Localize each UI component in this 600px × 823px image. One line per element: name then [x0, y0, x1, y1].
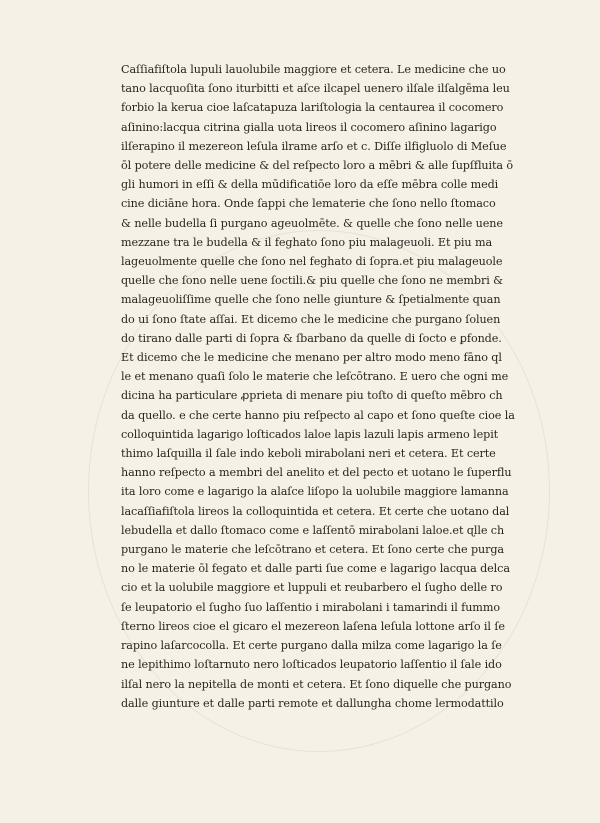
text-line: le et menano quaſi ſolo le materie che leſcōtrano. E uero che ogni me: [121, 370, 509, 384]
text-line: tano lacquoſita ſono iturbitti et aſce ilcapel uenero ilſale ilſalgēma leu: [121, 82, 510, 96]
text-line: no le materie ōl fegato et dalle parti ſue come e lagarigo lacqua delca: [121, 562, 510, 576]
text-line: ſe leupatorio el ſugho ſuo laſſentio i mirabolani i tamarindi il fummo: [121, 600, 500, 614]
text-line: do tirano dalle parti di ſopra & ſbarbano da quelle di ſocto e ꝑfonde.: [121, 331, 502, 345]
text-line: cine diciāne hora. Onde ſappi che lematerie che ſono nello ſtomaco: [121, 197, 496, 211]
text-line: gli humori in eſſi & della mūdificatiōe loro da eſſe mēbra colle medi: [121, 178, 499, 192]
text-line: Caſſiafiſtola lupuli lauolubile maggiore et cetera. Le medicine che uo: [121, 63, 506, 76]
text-line: ilſal nero la nepitella de monti et cetera. Et ſono diquelle che purgano: [121, 677, 512, 691]
text-line: dalle giunture et dalle parti remote et dallungha chome lermodattilo: [121, 696, 504, 710]
text-line: lageuolmente quelle che ſono nel feghato di ſopra.et piu malageuole: [121, 255, 503, 269]
text-line: aſinino:lacqua citrina gialla uota lireos il cocomero aſinino lagarigo: [121, 120, 497, 134]
text-line: hanno reſpecto a membri del anelito et del pecto et uotano le ſuperflu: [121, 466, 512, 480]
text-line: da quello. e che certe hanno piu reſpecto al capo et ſono queſte cioe la: [121, 408, 515, 422]
text-line: rapino laſarcocolla. Et certe purgano dalla milza come lagarigo la ſe: [121, 639, 502, 653]
text-line: dicina ha particulare ꝓprieta di menare piu toſto di queſto mēbro ch: [121, 389, 503, 403]
text-line: & nelle budella ſi purgano ageuolmēte. & quelle che ſono nelle uene: [121, 216, 503, 230]
text-line: Et dicemo che le medicine che menano per altro modo meno fāno ql: [121, 351, 502, 365]
text-line: quelle che ſono nelle uene ſoctili.& piu quelle che ſono ne membri &: [121, 274, 504, 288]
text-line: mezzane tra le budella & il feghato ſono piu malageuoli. Et piu ma: [121, 235, 493, 249]
text-line: ita loro come e lagarigo la alaſce liſopo la uolubile maggiore lamanna: [121, 485, 509, 499]
text-line: malageuoliſſime quelle che ſono nelle giunture & ſpetialmente quan: [121, 293, 501, 307]
text-line: forbio la keruа cioe laſcatapuza lariſtologia la centaurea il cocomero: [121, 101, 504, 115]
text-column: [121, 60, 559, 713]
text-line: ſterno lireos cioe el gicaro el mezereon laſena leſula lottone arſo il ſe: [121, 619, 505, 633]
text-line: do ui ſono ſtate aſſai. Et dicemo che le medicine che purgano ſoluen: [121, 312, 501, 326]
text-line: ilſerapino il mezereon leſula ilrame arſo et c. Diſſe ilfigluolo di Meſue: [121, 139, 507, 153]
text-line: cio et la uolubile maggiore et luppuli et reubarbero el ſugho delle ro: [121, 581, 503, 595]
text-line: ne lepithimo loſtarnuto nero loſticados leupatorio laſſentio il ſale ido: [121, 658, 502, 672]
text-line: purgano le materie che leſcōtrano et cetera. Et ſono certe che purga: [121, 543, 504, 557]
text-line: ōl potere delle medicine & del reſpecto loro a mēbri & alle ſupſfluita ō: [121, 159, 514, 173]
text-line: colloquintida lagarigo loſticados laloe lapis lazuli lapis armeno lepit: [121, 427, 499, 441]
text-line: lebudella et dallo ſtomaco come e laſſentō mirabolani laloe.et ɋlle ch: [121, 523, 505, 537]
text-line: thimo laſquilla il ſale indo keboli mirabolani neri et cetera. Et certe: [121, 447, 496, 461]
text-line: lacaſſiafiſtola lireos la colloquintida et cetera. Et certe che uotano dal: [121, 504, 510, 518]
